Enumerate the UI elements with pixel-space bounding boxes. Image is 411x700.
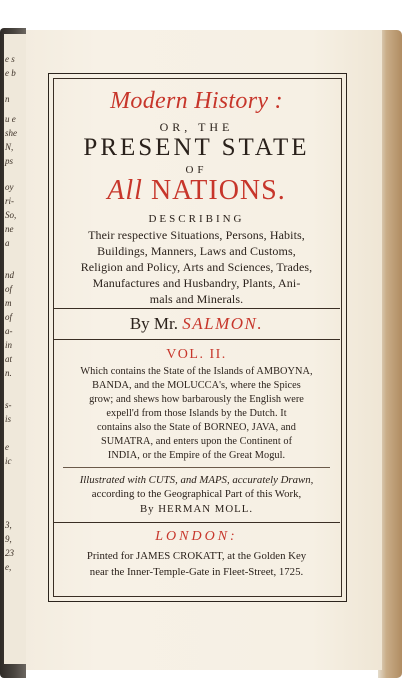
describing-line: Religion and Policy, Arts and Sciences, Trades, <box>80 260 313 274</box>
illustrated-line: Illustrated with CUTS, and MAPS, accurately Drawn, <box>79 474 314 486</box>
title-or-the: OR, THE <box>159 120 234 134</box>
left-page-fragment: of <box>5 284 13 294</box>
describing-heading: DESCRIBING <box>148 213 245 225</box>
left-page-fragment: s- <box>5 400 12 410</box>
volume-line: contains also the State of BORNEO, JAVA, and <box>97 422 296 433</box>
volume-line: SUMATRA, and enters upon the Continent of <box>100 436 293 447</box>
left-page-fragment: n. <box>5 368 12 378</box>
imprint-line: Printed for JAMES CROKATT, at the Golden Key <box>86 550 307 562</box>
volume-line: grow; and shews how barbarously the English were <box>89 394 304 405</box>
volume-line: expell'd from those Islands by the Dutch. It <box>106 408 287 419</box>
left-page-fragment: oy <box>5 182 14 192</box>
left-page-fragment: ne <box>5 224 14 234</box>
describing-line: mals and Minerals. <box>149 292 244 306</box>
volume-label: VOL. II. <box>166 347 227 362</box>
left-page-edge <box>4 34 26 664</box>
thin-divider <box>63 467 330 468</box>
author-prefix: By Mr. <box>129 314 179 333</box>
volume-line: INDIA, or the Empire of the Great Mogul. <box>107 450 286 461</box>
illustrated-line: By HERMAN MOLL. <box>139 503 254 515</box>
left-page-fragment: 23 <box>5 548 14 558</box>
describing-line: Buildings, Manners, Laws and Customs, <box>97 244 296 258</box>
volume-line: Which contains the State of the Islands of AMBOYNA, <box>80 366 313 377</box>
describing-line: Manufactures and Husbandry, Plants, Ani- <box>92 276 301 290</box>
left-page-fragment: e, <box>5 562 12 572</box>
left-page-fragment: 9, <box>5 534 12 544</box>
left-page-fragment: u e <box>5 114 16 124</box>
describing-line: Their respective Situations, Persons, Habits, <box>88 228 305 242</box>
divider <box>53 522 340 523</box>
divider <box>53 339 340 340</box>
title-modern-history: Modern History : <box>110 88 283 114</box>
left-page-fragment: N, <box>5 142 14 152</box>
imprint-line: near the Inner-Temple-Gate in Fleet-Street, 1725. <box>89 566 304 578</box>
left-page-fragment: in <box>5 340 13 350</box>
left-page-fragment: she <box>5 128 17 138</box>
illustrated-line: according to the Geographical Part of this Work, <box>91 488 302 500</box>
left-page-fragment: ic <box>5 456 12 466</box>
left-page-fragment: e b <box>5 68 16 78</box>
left-page-fragment: of <box>5 312 13 322</box>
left-page-fragment: ps <box>5 156 14 166</box>
left-page-fragment: nd <box>5 270 14 280</box>
left-page-fragment: ri- <box>5 196 14 206</box>
divider <box>53 308 340 309</box>
left-page-fragment: 3, <box>5 520 12 530</box>
left-page-fragment: at <box>5 354 13 364</box>
left-page-fragment: a- <box>5 326 13 336</box>
title-all: All <box>107 175 143 206</box>
left-page-fragment: e <box>5 442 9 452</box>
left-page-fragment: is <box>5 414 12 424</box>
volume-line: BANDA, and the MOLUCCA's, where the Spices <box>92 380 301 391</box>
left-page-fragment: m <box>5 298 12 308</box>
left-page-fragment: a <box>5 238 10 248</box>
title-all-nations <box>53 175 340 207</box>
author-name: SALMON. <box>182 314 264 333</box>
left-page-fragment: So, <box>5 210 17 220</box>
title-nations: NATIONS. <box>150 175 286 206</box>
imprint-place: LONDON: <box>155 529 238 544</box>
title-of: OF <box>185 164 208 176</box>
left-page-fragment: e s <box>5 54 15 64</box>
title-present-state: PRESENT STATE <box>83 134 310 161</box>
left-page-fragment: n <box>5 94 10 104</box>
author-line <box>53 314 340 334</box>
